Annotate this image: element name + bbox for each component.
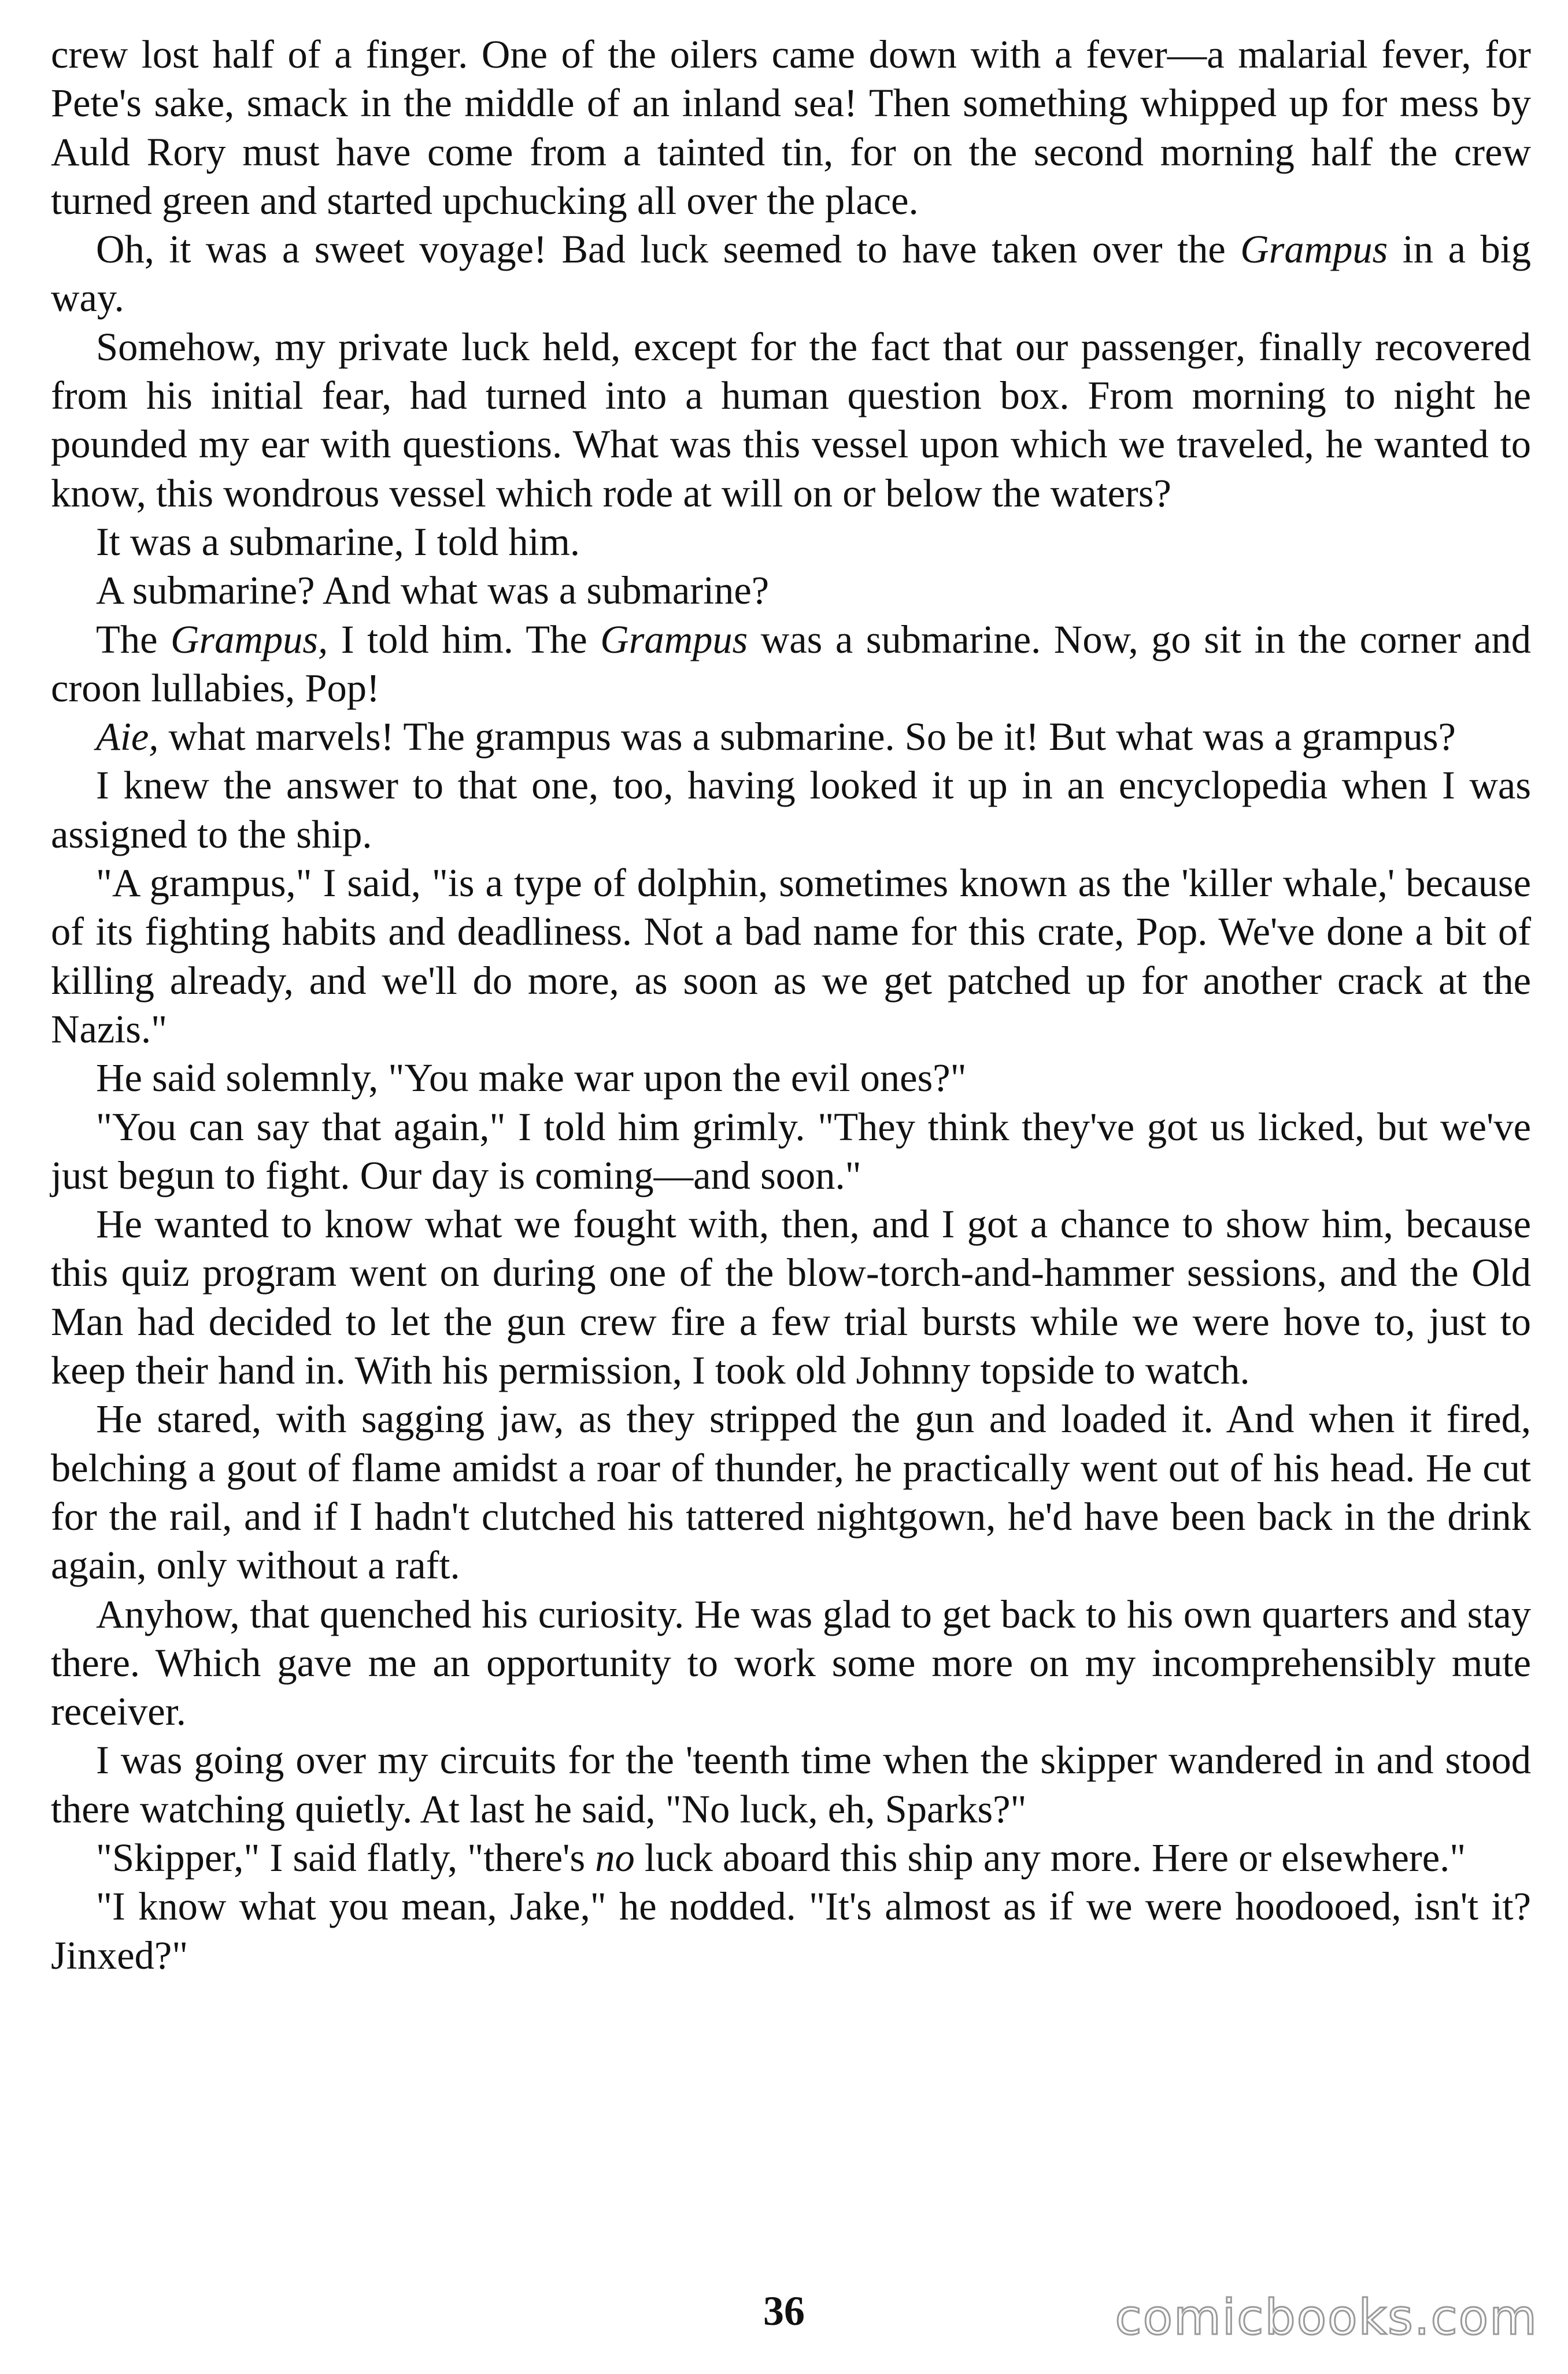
text-run: "I know what you mean, Jake," he nodded. "It's almost as if we were hoodooed, isn't it? Jinxed?" [51, 1884, 1531, 1977]
text-run: I was going over my circuits for the 'teenth time when the skipper wandered in and stood there watching quietly. At last he said, "No luck, eh, Sparks?" [51, 1738, 1531, 1831]
paragraph [51, 1103, 1531, 1200]
body-text [51, 30, 1531, 1980]
italic-text: Grampus [600, 617, 748, 661]
watermark: comicbooks.com [1115, 2289, 1538, 2346]
text-run: "A grampus," I said, "is a type of dolphin, sometimes known as the 'killer whale,' because of its fighting habits and deadliness. Not a bad name for this crate, Pop. We've done a bit of killing already, and we'll do more, as soon as we get patched up for another crack at the Nazis." [51, 861, 1531, 1051]
paragraph [51, 761, 1531, 859]
paragraph [51, 712, 1531, 761]
paragraph [51, 1053, 1531, 1102]
paragraph [51, 1882, 1531, 1980]
paragraph [51, 1590, 1531, 1736]
paragraph [51, 615, 1531, 713]
text-run: He said solemnly, "You make war upon the evil ones?" [96, 1056, 967, 1100]
text-run: in a big way. [51, 227, 1531, 320]
italic-text: Aie, [96, 715, 159, 759]
paragraph [51, 1395, 1531, 1589]
text-run: He stared, with sagging jaw, as they stripped the gun and loaded it. And when it fired, belching a gout of flame amidst a roar of thunder, he practically went out of his head. He cut for the rail, and if I hadn't clutched his tattered nightgown, he'd have been back in the drink again, only without a raft. [51, 1397, 1531, 1588]
text-run: A submarine? And what was a submarine? [96, 568, 770, 613]
text-run: It was a submarine, I told him. [96, 519, 580, 564]
paragraph [51, 517, 1531, 566]
text-run: I knew the answer to that one, too, having looked it up in an encyclopedia when I was assigned to the ship. [51, 763, 1531, 856]
text-run: Anyhow, that quenched his curiosity. He was glad to get back to his own quarters and stay there. Which gave me an opportunity to work some more on my incomprehensibly mute receiver. [51, 1592, 1531, 1734]
paragraph [51, 225, 1531, 323]
text-run: what marvels! The grampus was a submarine. So be it! But what was a grampus? [158, 715, 1456, 759]
paragraph [51, 1736, 1531, 1833]
paragraph [51, 859, 1531, 1053]
italic-text: Grampus, [171, 617, 328, 661]
text-run: crew lost half of a finger. One of the oilers came down with a fever—a malarial fever, for Pete's sake, smack in the middle of an inland sea! Then something whipped up for mess by Auld Rory must have come from a tainted tin, for on the second morning half the crew turned green and started upchucking all over the place. [51, 32, 1531, 223]
text-run: Oh, it was a sweet voyage! Bad luck seemed to have taken over the [96, 227, 1241, 272]
paragraph [51, 566, 1531, 615]
text-run: I told him. The [328, 617, 601, 661]
paragraph [51, 1200, 1531, 1395]
page-number: 36 [763, 2288, 805, 2334]
text-run: was a submarine. Now, go sit in the corner and croon lullabies, Pop! [51, 617, 1532, 710]
text-run: luck aboard this ship any more. Here or elsewhere." [634, 1835, 1466, 1880]
text-run: "Skipper," I said flatly, "there's [96, 1835, 596, 1880]
paragraph [51, 323, 1531, 517]
italic-text: Grampus [1240, 227, 1388, 272]
paragraph [51, 30, 1531, 225]
text-run: "You can say that again," I told him grimly. "They think they've got us licked, but we've just begun to fight. Our day is coming—and soon." [51, 1104, 1531, 1197]
italic-text: no [595, 1835, 635, 1880]
text-run: The [96, 617, 171, 661]
text-run: Somehow, my private luck held, except for the fact that our passenger, finally recovered from his initial fear, had turned into a human question box. From morning to night he pounded my ear with questions. What was this vessel upon which we traveled, he wanted to know, this wondrous vessel which rode at will on or below the waters? [51, 324, 1531, 515]
text-run: He wanted to know what we fought with, then, and I got a chance to show him, because this quiz program went on during one of the blow-torch-and-hammer sessions, and the Old Man had decided to let the gun crew fire a few trial bursts while we were hove to, just to keep their hand in. With his permission, I took old Johnny topside to watch. [51, 1202, 1531, 1393]
paragraph [51, 1833, 1531, 1882]
